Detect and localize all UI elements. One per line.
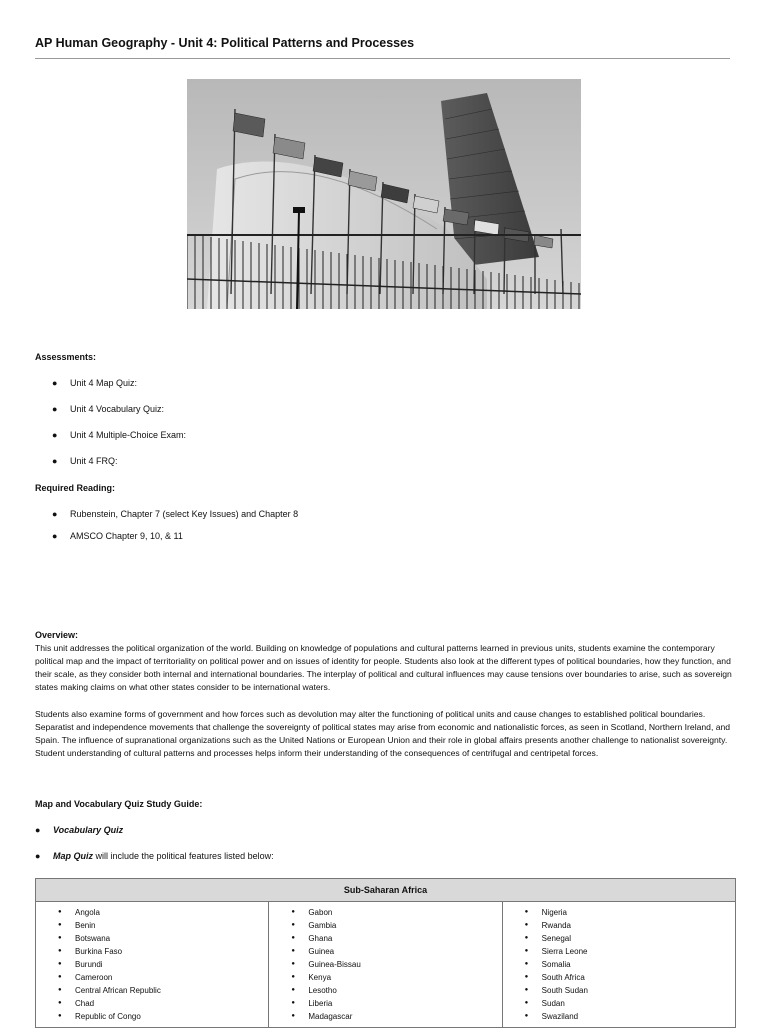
country-item: ● Nigeria: [503, 906, 735, 919]
page-title: AP Human Geography - Unit 4: Political Patterns and Processes: [35, 36, 415, 50]
country-item: ● Rwanda: [503, 919, 735, 932]
countries-table: [35, 878, 736, 1028]
country-item: ● Republic of Congo: [36, 1010, 268, 1023]
overview-heading: Overview:: [35, 630, 79, 640]
map-quiz-line: [53, 851, 274, 861]
assessment-item: Unit 4 FRQ:: [70, 456, 118, 466]
bullet-icon: ●: [52, 509, 58, 519]
bullet-icon: ●: [52, 430, 58, 440]
study-guide-heading: Map and Vocabulary Quiz Study Guide:: [35, 799, 203, 809]
country-item: ● Kenya: [269, 971, 501, 984]
country-item: ● Somalia: [503, 958, 735, 971]
country-item: ● Botswana: [36, 932, 268, 945]
country-item: ● Cameroon: [36, 971, 268, 984]
vocabulary-quiz-label: Vocabulary Quiz: [53, 825, 124, 835]
country-item: ● Sudan: [503, 997, 735, 1010]
map-quiz-description: will include the political features listed below:: [93, 851, 274, 861]
country-item: ● Central African Republic: [36, 984, 268, 997]
table-column-1: [36, 902, 269, 1027]
country-item: ● Liberia: [269, 997, 501, 1010]
country-item: ● Guinea: [269, 945, 501, 958]
country-item: ● Swaziland: [503, 1010, 735, 1023]
map-quiz-label: Map Quiz: [53, 851, 93, 861]
country-item: ● Gambia: [269, 919, 501, 932]
country-item: ● South Sudan: [503, 984, 735, 997]
country-item: ● Madagascar: [269, 1010, 501, 1023]
overview-paragraph-1: This unit addresses the political organization of the world. Building on knowledge of populations and cultural patterns learned in previous units, students examine the contemporary political map and the impact of territoriality on political power and on issues of identity for people. Students also look at the different types of political boundaries, how they function, and their scale, as they consider both internal and international boundaries. The interplay of political and cultural influences may cause tensions over boundaries to arise, such as sovereign states making claims on what other states consider to be international waters.: [35, 643, 732, 692]
country-item: ● Guinea-Bissau: [269, 958, 501, 971]
country-item: ● Angola: [36, 906, 268, 919]
country-item: ● Benin: [36, 919, 268, 932]
bullet-icon: ●: [52, 456, 58, 466]
bullet-icon: ●: [52, 531, 58, 541]
bullet-icon: ●: [52, 378, 58, 388]
table-column-2: [269, 902, 502, 1027]
assessment-item: Unit 4 Multiple-Choice Exam:: [70, 430, 187, 440]
bullet-icon: ●: [35, 825, 41, 835]
overview-paragraph-2: Students also examine forms of government and how forces such as devolution may alter the functioning of political units and cause changes to established political boundaries. Separatist and independence movements that challenge the sovereignty of political states may arise from economic and nationalistic forces, as seen in Scotland, Northern Ireland, and Spain. The influence of supranational organizations such as the United Nations or European Union and their role in global affairs presents another challenge to nationalist sovereignty. Student understanding of cultural patterns and processes helps inform their understanding of the consequences of centrifugal and centripetal forces.: [35, 709, 731, 758]
country-item: ● Sierra Leone: [503, 945, 735, 958]
reading-item: Rubenstein, Chapter 7 (select Key Issues) and Chapter 8: [70, 509, 299, 519]
assessment-item: Unit 4 Map Quiz:: [70, 378, 138, 388]
country-item: ● Burundi: [36, 958, 268, 971]
title-divider: [35, 58, 730, 59]
country-item: ● Senegal: [503, 932, 735, 945]
table-column-3: [503, 902, 735, 1027]
assessment-item: Unit 4 Vocabulary Quiz:: [70, 404, 165, 414]
bullet-icon: ●: [35, 851, 41, 861]
country-item: ● Chad: [36, 997, 268, 1010]
table-region-title: Sub-Saharan Africa: [36, 879, 735, 902]
assessments-heading: Assessments:: [35, 352, 97, 362]
reading-item: AMSCO Chapter 9, 10, & 11: [70, 531, 183, 541]
country-item: ● Burkina Faso: [36, 945, 268, 958]
required-reading-heading: Required Reading:: [35, 483, 116, 493]
un-headquarters-photo: [187, 79, 581, 309]
country-item: ● South Africa: [503, 971, 735, 984]
country-item: ● Lesotho: [269, 984, 501, 997]
country-item: ● Ghana: [269, 932, 501, 945]
country-item: ● Gabon: [269, 906, 501, 919]
bullet-icon: ●: [52, 404, 58, 414]
